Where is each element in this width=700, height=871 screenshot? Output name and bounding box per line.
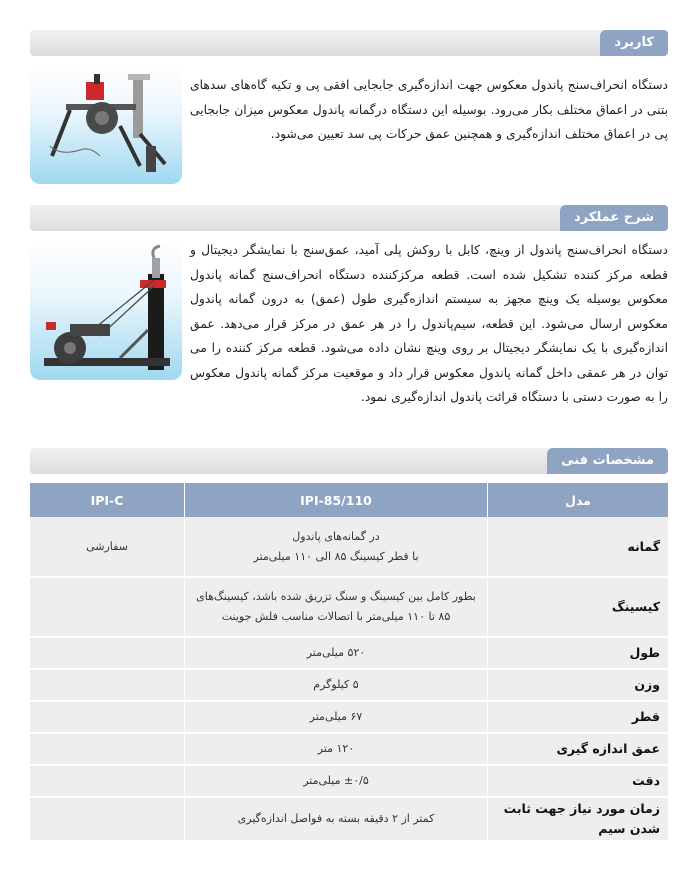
row-label: عمق اندازه گیری bbox=[488, 733, 669, 765]
row-value-ipi-c bbox=[30, 733, 185, 765]
row-value-line: در گمانه‌های پاندول bbox=[292, 529, 380, 543]
table-row bbox=[30, 765, 668, 797]
section-bar-specs bbox=[30, 448, 668, 474]
row-value-ipi-c bbox=[30, 577, 185, 637]
row-value: ±۰/۵ میلی‌متر bbox=[185, 765, 488, 797]
row-value-ipi-c bbox=[30, 669, 185, 701]
row-value: کمتر از ۲ دقیقه بسته به فواصل اندازه‌گیری bbox=[185, 797, 488, 841]
row-value: ۵ کیلوگرم bbox=[185, 669, 488, 701]
row-value-ipi-c bbox=[30, 797, 185, 841]
table-row bbox=[30, 517, 668, 577]
row-label: قطر bbox=[488, 701, 669, 733]
operation-paragraph: دستگاه انحراف‌سنج پاندول از وینچ، کابل با روکش پلی آمید، عمق‌سنج با نمایشگر دیجیتال و قطعه مرکز کننده تشکیل شده است. قطعه مرکزکننده دستگاه انحراف‌سنج گمانه پاندول معکوس بوسیله یک وینچ مجهز به سیستم اندازه‌گیری طول (عمق) به درون گمانه پاندول معکوس ارسال می‌شود. این قطعه، سیم‌پاندول را در هر عمق در مرکز قرار می‌دهد. عمق اندازه‌گیری با یک نمایشگر دیجیتال بر روی وینچ نشان داده می‌شود. قطعه مرکز کننده را می توان در هر عمقی داخل گمانه پاندول معکوس قرار داد و موقعیت مرکز گمانه پاندول معکوس را به صورت دستی با دستگاه قرائت پاندول اندازه‌گیری نمود. bbox=[190, 243, 668, 404]
product-photo-1 bbox=[30, 66, 182, 184]
row-value-ipi-c bbox=[30, 701, 185, 733]
table-row bbox=[30, 669, 668, 701]
row-value-ipi-c: سفارشی bbox=[30, 517, 185, 577]
row-value-line: ۸۵ تا ۱۱۰ میلی‌متر با اتصالات مناسب فلش جوینت bbox=[221, 610, 451, 623]
table-row bbox=[30, 637, 668, 669]
row-label: دقت bbox=[488, 765, 669, 797]
row-value: ۱۲۰ متر bbox=[185, 733, 488, 765]
row-value-line: بطور کامل بین کیسینگ و سنگ تزریق شده باشد، کیسینگ‌های bbox=[196, 590, 476, 603]
winch-device-illustration bbox=[30, 66, 182, 184]
spec-table bbox=[30, 483, 668, 842]
table-row bbox=[30, 701, 668, 733]
table-header-row bbox=[30, 483, 668, 517]
table-row bbox=[30, 797, 668, 841]
header-ipi-c: IPI-C bbox=[30, 483, 185, 517]
row-label: وزن bbox=[488, 669, 669, 701]
row-value: ۶۷ میلی‌متر bbox=[185, 701, 488, 733]
pendulum-device-illustration bbox=[30, 240, 182, 380]
section-title-operation: شرح عملکرد bbox=[560, 205, 668, 231]
row-label: کیسینگ bbox=[488, 577, 669, 637]
section-bar-operation bbox=[30, 205, 668, 231]
row-label: گمانه bbox=[488, 517, 669, 577]
usage-paragraph: دستگاه انحراف‌سنج پاندول معکوس جهت اندازه‌گیری جابجایی افقی پی و تکیه گاه‌های سدهای بتنی در اعماق مختلف بکار می‌رود. بوسیله این دستگاه درگمانه پاندول معکوس میزان جابجایی پی در اعماق مختلف اندازه‌گیری و همچنین عمق حرکات پی سد تعیین می‌شود. bbox=[190, 78, 668, 141]
row-label: طول bbox=[488, 637, 669, 669]
header-model: مدل bbox=[488, 483, 669, 517]
row-value-ipi-c bbox=[30, 765, 185, 797]
row-label: زمان مورد نیاز جهت ثابت شدن سیم bbox=[488, 797, 669, 841]
row-value: ۵۲۰ میلی‌متر bbox=[185, 637, 488, 669]
product-photo-2 bbox=[30, 240, 182, 380]
section-title-specs: مشخصات فنی bbox=[547, 448, 668, 474]
table-row bbox=[30, 733, 668, 765]
table-row bbox=[30, 577, 668, 637]
row-value bbox=[185, 577, 488, 637]
row-value-line: با قطر کیسینگ ۸۵ الی ۱۱۰ میلی‌متر bbox=[253, 549, 419, 563]
section-title-usage: کاربرد bbox=[600, 30, 668, 56]
header-ipi-85-110: IPI-85/110 bbox=[185, 483, 488, 517]
section-bar-usage bbox=[30, 30, 668, 56]
row-value-ipi-c bbox=[30, 637, 185, 669]
row-value bbox=[185, 517, 488, 577]
